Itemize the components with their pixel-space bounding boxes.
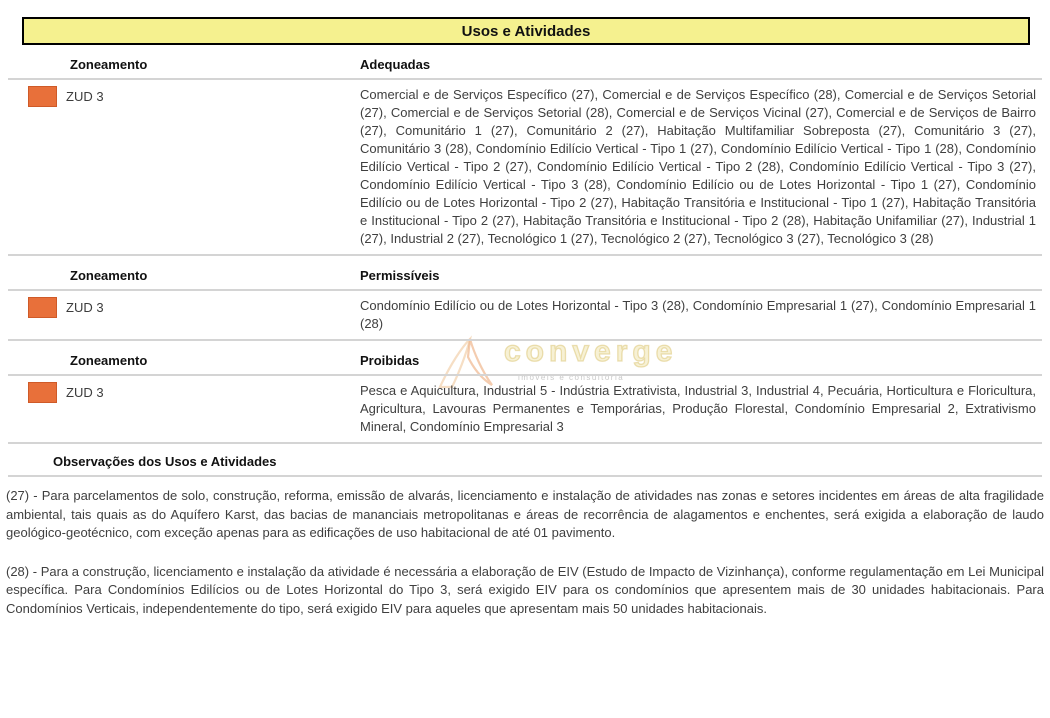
report-content: [0, 17, 1050, 618]
watermark-brand: converge: [504, 335, 678, 368]
section-header-proibidas: [0, 341, 1050, 374]
section-header-adequadas: [0, 45, 1050, 78]
observation-note-27: (27) - Para parcelamentos de solo, construção, reforma, emissão de alvarás, licenciamento e instalação de atividades nas zonas e setores incidentes em áreas de alta fragilidade ambiental, tais quais as do Aquífero Karst, das bacias de mananciais metropolitanas e áreas de recorrência de alagamentos e enchentes, será exigida a elaboração de laudo geológico-geotécnico, com exceção apenas para as edificações de uso habitacional de até 01 pavimento.: [6, 488, 1044, 540]
zoneamento-column-header: Zoneamento: [70, 268, 148, 283]
category-header-adequadas: Adequadas: [360, 57, 431, 72]
zone-cell: [0, 86, 360, 248]
zone-label: ZUD 3: [66, 300, 104, 315]
category-header-permissiveis: Permissíveis: [360, 268, 440, 283]
section-header-permissiveis: [0, 256, 1050, 289]
table-row-proibidas: [0, 376, 1050, 442]
watermark-tagline: imóveis e consultoria: [518, 373, 625, 382]
category-header-proibidas: Proibidas: [360, 353, 420, 368]
zone-cell: [0, 297, 360, 333]
zone-color-swatch: [28, 297, 57, 318]
activities-list-adequadas: Comercial e de Serviços Específico (27), Comercial e de Serviços Específico (28), Comercial e de Serviços Setorial (27), Comercial e de Serviços Setorial (28), Comercial e de Serviços Vicinal (27), Comercial e de Serviços de Bairro (27), Comunitário 1 (27), Comunitário 2 (27), Habitação Multifamiliar Sobreposta (27), Comunitário 3 (27), Comunitário 3 (28), Condomínio Edilício Vertical - Tipo 1 (27), Condomínio Edilício Vertical - Tipo 1 (28), Condomínio Edilício Vertical - Tipo 2 (27), Condomínio Edilício Vertical - Tipo 2 (28), Condomínio Edilício Vertical - Tipo 3 (27), Condomínio Edilício Vertical - Tipo 3 (28), Condomínio Edilício ou de Lotes Horizontal - Tipo 1 (27), Condomínio Edilício ou de Lotes Horizontal - Tipo 2 (27), Habitação Transitória e Institucional - Tipo 1 (27), Habitação Transitória e Institucional - Tipo 2 (27), Habitação Transitória e Institucional - Tipo 2 (28), Habitação Unifamiliar (27), Industrial 1 (27), Industrial 2 (27), Tecnológico 1 (27), Tecnológico 2 (27), Tecnológico 3 (27), Tecnológico 3 (28): [360, 87, 1036, 246]
zone-cell: [0, 382, 360, 436]
divider: [8, 475, 1042, 477]
report-title: Usos e Atividades: [22, 17, 1030, 45]
observations-heading: Observações dos Usos e Atividades: [53, 454, 277, 469]
zoneamento-column-header: Zoneamento: [70, 57, 148, 72]
activities-list-permissiveis: Condomínio Edilício ou de Lotes Horizontal - Tipo 3 (28), Condomínio Empresarial 1 (27), Condomínio Empresarial 1 (28): [360, 298, 1036, 331]
zone-color-swatch: [28, 382, 57, 403]
activities-list-proibidas: Pesca e Aquicultura, Industrial 5 - Indústria Extrativista, Industrial 3, Industrial 4, Pecuária, Horticultura e Floricultura, Agricultura, Lavouras Permanentes e Temporárias, Produção Florestal, Condomínio Empresarial 2, Extrativismo Mineral, Condomínio Empresarial 3: [360, 383, 1036, 434]
zoneamento-column-header: Zoneamento: [70, 353, 148, 368]
observation-note-28: (28) - Para a construção, licenciamento e instalação da atividade é necessária a elaboração de EIV (Estudo de Impacto de Vizinhança), conforme regulamentação em Lei Municipal específica. Para Condomínios Edilícios ou de Lotes Horizontal do Tipo 3, será exigido EIV para os condomínios que apresentem mais de 30 unidades habitacionais. Para Condomínios Verticais, independentemente do tipo, será exigido EIV para aqueles que apresentam mais 50 unidades habitacionais.: [6, 563, 1044, 616]
zone-color-swatch: [28, 86, 57, 107]
zone-label: ZUD 3: [66, 385, 104, 400]
zone-label: ZUD 3: [66, 89, 104, 104]
usos-atividades-report: [0, 17, 1050, 718]
table-row-permissiveis: [0, 291, 1050, 339]
table-row-adequadas: [0, 80, 1050, 254]
